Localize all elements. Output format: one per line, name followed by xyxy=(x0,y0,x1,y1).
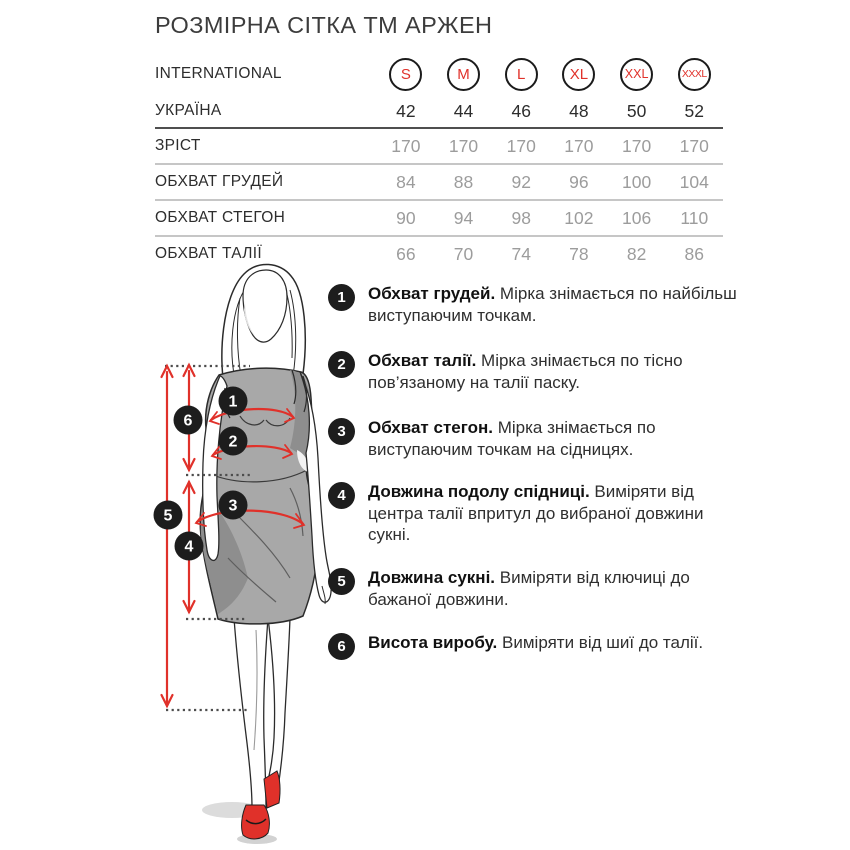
cell: 88 xyxy=(453,171,474,192)
row-label: ЗРІСТ xyxy=(155,137,201,154)
legend-number-badge: 4 xyxy=(328,482,355,509)
table-row-ukraine xyxy=(155,95,723,127)
cell: 170 xyxy=(564,135,594,156)
page-title: РОЗМІРНА СІТКА ТМ АРЖЕН xyxy=(155,12,493,38)
legend-term: Довжина сукні. xyxy=(368,568,496,587)
cell: 106 xyxy=(621,207,652,228)
size-badge-xxl: XXL xyxy=(620,58,653,91)
ua-size: 44 xyxy=(453,100,474,121)
heel-strap xyxy=(264,771,280,808)
cell: 104 xyxy=(679,171,709,192)
legend-term: Висота виробу. xyxy=(368,633,498,652)
ua-size: 50 xyxy=(626,100,647,121)
legend-number-badge: 3 xyxy=(328,418,355,445)
table-row-international xyxy=(155,53,723,95)
cell: 74 xyxy=(511,243,531,264)
size-badge-xl: XL xyxy=(562,58,595,91)
cell: 78 xyxy=(569,243,589,264)
legend-text xyxy=(368,632,740,654)
cell: 82 xyxy=(626,243,647,264)
cell: 70 xyxy=(453,243,474,264)
legend-desc: Мірка знімається по найбільш виступаючим точкам. xyxy=(368,284,737,325)
cell: 86 xyxy=(684,243,705,264)
table-row-hips xyxy=(155,199,723,235)
ua-size: 48 xyxy=(569,100,589,121)
woman-illustration xyxy=(200,264,331,844)
size-table xyxy=(155,53,723,271)
marker-number-2: 2 xyxy=(228,433,238,451)
table-row-height xyxy=(155,129,723,163)
cell: 170 xyxy=(679,135,709,156)
legend-item-4 xyxy=(328,481,740,546)
legend-desc: Виміряти від ключиці до бажаної довжини. xyxy=(368,568,690,609)
cell: 170 xyxy=(391,135,421,156)
legend-item-1 xyxy=(328,283,740,326)
size-badge-s: S xyxy=(389,58,422,91)
right-leg xyxy=(267,618,290,788)
legend-text xyxy=(368,481,740,546)
red-shoe xyxy=(242,805,270,839)
size-badge-l: L xyxy=(505,58,538,91)
legend-term: Обхват грудей. xyxy=(368,284,496,303)
legend-item-3 xyxy=(328,417,740,460)
cell: 170 xyxy=(448,135,479,156)
legend-desc: Виміряти від центра талії впритул до вибраної довжини сукні. xyxy=(368,482,704,544)
table-body xyxy=(155,127,723,271)
table-row-chest xyxy=(155,163,723,199)
cell: 98 xyxy=(511,207,531,228)
marker-number-1: 1 xyxy=(228,393,238,411)
cell: 84 xyxy=(396,171,416,192)
legend-item-5 xyxy=(328,567,740,610)
legend-term: Обхват стегон. xyxy=(368,418,493,437)
row-label: ОБХВАТ ТАЛІЇ xyxy=(155,245,262,262)
legend-item-6 xyxy=(328,632,740,660)
legend-number-badge: 6 xyxy=(328,633,355,660)
legend-text xyxy=(368,417,740,460)
legend-term: Довжина подолу спідниці. xyxy=(368,482,590,501)
legend-number-badge: 2 xyxy=(328,351,355,378)
legend-number-badge: 1 xyxy=(328,284,355,311)
cell: 96 xyxy=(569,171,589,192)
legend-text xyxy=(368,283,740,326)
cell: 100 xyxy=(621,171,652,192)
marker-number-3: 3 xyxy=(228,497,238,515)
left-leg xyxy=(234,618,268,810)
cell: 90 xyxy=(396,207,416,228)
cell: 66 xyxy=(396,243,416,264)
ua-size: 52 xyxy=(684,100,705,121)
legend-term: Обхват талії. xyxy=(368,351,477,370)
legend-desc: Мірка знімається по тісно пов’язаному на талії паску. xyxy=(368,351,683,392)
cell: 102 xyxy=(564,207,594,228)
cell: 110 xyxy=(680,207,709,228)
size-badge-xxxl: XXXL xyxy=(678,58,711,91)
legend-number-badge: 5 xyxy=(328,568,355,595)
row-label: ОБХВАТ ГРУДЕЙ xyxy=(155,173,284,190)
size-badge-m: M xyxy=(447,58,480,91)
row-label: ОБХВАТ СТЕГОН xyxy=(155,209,286,226)
cell: 92 xyxy=(511,171,531,192)
legend-text xyxy=(368,350,740,393)
measurement-figure-illustration xyxy=(140,258,350,848)
legend-item-2 xyxy=(328,350,740,393)
cell: 94 xyxy=(453,207,474,228)
legend-desc: Виміряти від шиї до талії. xyxy=(502,633,704,652)
ua-size: 42 xyxy=(396,100,416,121)
legend-text xyxy=(368,567,740,610)
marker-number-6: 6 xyxy=(183,412,193,430)
ua-size: 46 xyxy=(511,100,531,121)
cell: 170 xyxy=(506,135,536,156)
cell: 170 xyxy=(621,135,652,156)
international-label: INTERNATIONAL xyxy=(155,65,282,82)
marker-number-4: 4 xyxy=(184,538,194,556)
legend-desc: Мірка знімається по виступаючим точкам на сідницях. xyxy=(368,418,656,459)
ukraine-label: УКРАЇНА xyxy=(155,102,222,119)
marker-number-5: 5 xyxy=(163,507,173,525)
